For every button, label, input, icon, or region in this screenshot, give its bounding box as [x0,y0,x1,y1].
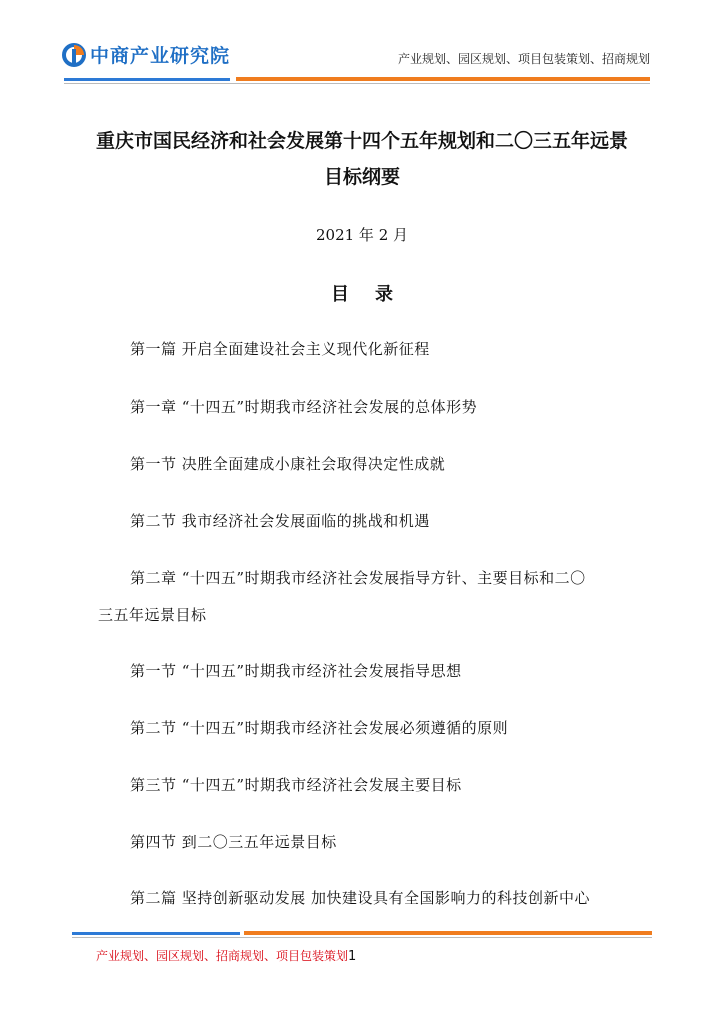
toc-item[interactable]: 第二节 “十四五”时期我市经济社会发展必须遵循的原则 [130,719,509,737]
toc-item[interactable]: 第四节 到二〇三五年远景目标 [130,833,337,851]
toc-item[interactable]: 第二篇 坚持创新驱动发展 加快建设具有全国影响力的科技创新中心 [130,889,591,907]
header-rule-orange [236,77,650,81]
page-header [0,0,724,90]
page-footer [96,947,356,964]
logo-mark-icon [62,43,86,67]
toc-item[interactable]: 第二节 我市经济社会发展面临的挑战和机遇 [130,512,430,530]
toc-item[interactable]: 第一篇 开启全面建设社会主义现代化新征程 [130,340,430,358]
document-date: 2021 年 2 月 [315,226,409,244]
toc-item[interactable]: 第二章 “十四五”时期我市经济社会发展指导方针、主要目标和二〇 [130,569,586,587]
header-tagline: 产业规划、园区规划、项目包装策划、招商规划 [397,52,650,66]
header-rule-blue [64,78,230,81]
header-rule-thin [64,83,650,84]
footer-tagline: 产业规划、园区规划、招商规划、项目包装策划 [96,949,349,963]
document-title-line2: 目标纲要 [323,166,400,188]
company-logo [62,41,230,68]
toc-item[interactable]: 第一节 “十四五”时期我市经济社会发展指导思想 [130,662,462,680]
toc-heading: 目录 [331,284,419,305]
footer-rule-orange [244,931,652,935]
toc-item[interactable]: 第三节 “十四五”时期我市经济社会发展主要目标 [130,776,462,794]
toc-item-continuation[interactable]: 三五年远景目标 [98,606,207,624]
footer-rule-thin [72,937,652,938]
toc-item[interactable]: 第一节 决胜全面建成小康社会取得决定性成就 [130,455,446,473]
footer-rule-blue [72,932,240,935]
toc-item[interactable]: 第一章 “十四五”时期我市经济社会发展的总体形势 [130,398,478,416]
page-number: 1 [348,949,357,964]
logo-text: 中商产业研究院 [90,45,231,67]
document-title-line1: 重庆市国民经济和社会发展第十四个五年规划和二〇三五年远景 [95,130,628,152]
